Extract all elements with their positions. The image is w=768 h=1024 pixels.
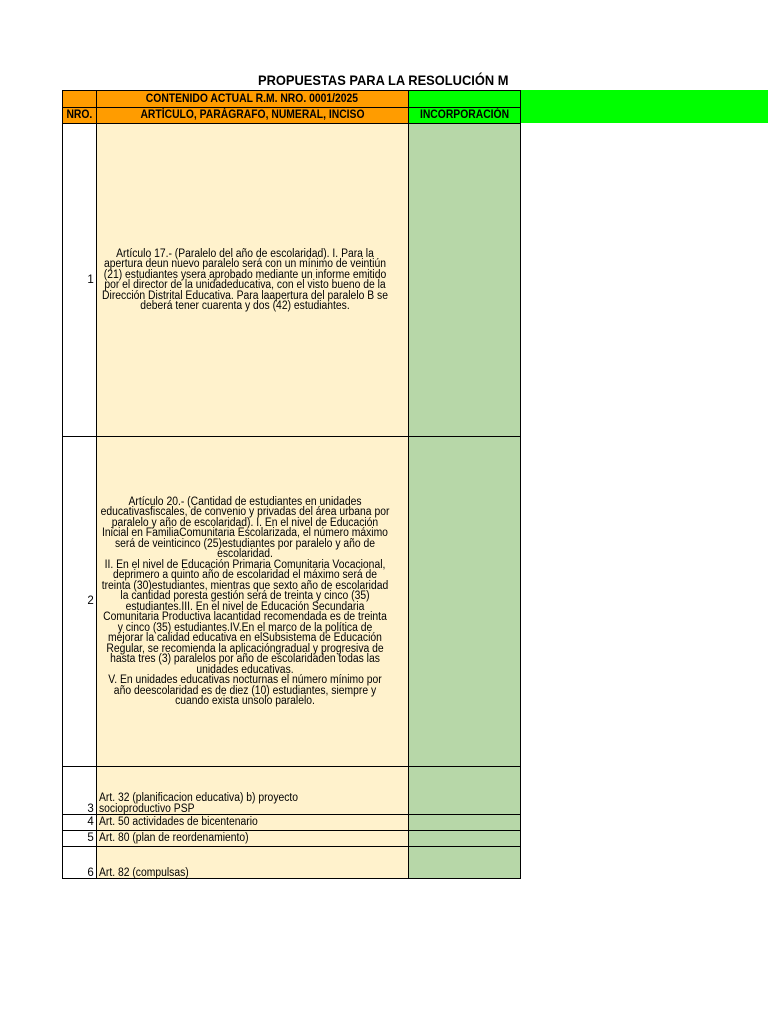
- row-number: 2: [63, 437, 97, 767]
- row-number: 6: [63, 847, 97, 879]
- article-text: Artículo 17.- (Paralelo del año de escolaridad). I. Para la apertura deun nuevo paralelo será con un mínimo de veintiún (21) estudiantes ysera aprobado mediante un informe emitido por el director de la unidadeducativa, con el visto bueno de la Dirección Distrital Educativa. Para laapertura del paralelo B se deberá tener cuarenta y dos (42) estudiantes.: [96, 124, 408, 437]
- row-number: 4: [63, 815, 97, 831]
- incorporacion-cell[interactable]: [408, 831, 520, 847]
- row-number: 1: [63, 124, 97, 437]
- header-row-1: [63, 91, 521, 108]
- incorporacion-cell[interactable]: [408, 767, 520, 815]
- nro-header: NRO.: [63, 108, 97, 124]
- proposals-table: [62, 90, 521, 879]
- article-text: Artículo 20.- (Cantidad de estudiantes en unidades educativasfiscales, de convenio y privadas del área urbana por paralelo y año de escolaridad). I. En el nivel de Educación Inicial en FamiliaComunitaria Escolarizada, el número máximo será de veinticinco (25)estudiantes por paralelo y año de escolaridad. II. En el nivel de Educación Primaria Comunitaria Vocacional, deprimero a quinto año de escolaridad el máximo será de treinta (30)estudiantes, mientras que sexto año de escolaridad la cantidad poresta gestión será de treinta y cinco (35) estudiantes.III. En el nivel de Educación Secundaria Comunitaria Productiva lacantidad recomendada es de treinta y cinco (35) estudiantes.IV.En el marco de la política de mejorar la calidad educativa en elSubsistema de Educación Regular, se recomienda la aplicacióngradual y progresiva de hasta tres (3) paralelos por año de escolaridaden todas las unidades educativas. V. En unidades educativas nocturnas el número mínimo por año deescolaridad es de diez (10) estudiantes, siempre y cuando exista unsolo paralelo.: [96, 437, 408, 767]
- article-text: Art. 80 (plan de reordenamiento): [96, 831, 408, 847]
- row-number: 3: [63, 767, 97, 815]
- header-row-2: [63, 108, 521, 124]
- table-row: [63, 767, 521, 815]
- page-title: PROPUESTAS PARA LA RESOLUCIÓN M: [258, 72, 509, 88]
- article-text: Art. 32 (planificacion educativa) b) proyecto socioproductivo PSP: [96, 767, 408, 815]
- incorporacion-cell[interactable]: [408, 815, 520, 831]
- table-row: [63, 847, 521, 879]
- incorporacion-cell[interactable]: [408, 437, 520, 767]
- incorporacion-cell[interactable]: [408, 847, 520, 879]
- incorporacion-top-cell: [408, 91, 520, 108]
- content-title-header: CONTENIDO ACTUAL R.M. NRO. 0001/2025: [96, 91, 408, 108]
- header-blank-cell: [63, 91, 97, 108]
- incorporacion-cell[interactable]: [408, 124, 520, 437]
- article-text: Art. 82 (compulsas): [96, 847, 408, 879]
- table-row: [63, 124, 521, 437]
- table-row: [63, 815, 521, 831]
- article-text: Art. 50 actividades de bicentenario: [96, 815, 408, 831]
- table-row: [63, 831, 521, 847]
- table-row: [63, 437, 521, 767]
- articulo-header: ARTÍCULO, PARÁGRAFO, NUMERAL, INCISO: [96, 108, 408, 124]
- incorporacion-header: INCORPORACIÓN: [408, 108, 520, 124]
- row-number: 5: [63, 831, 97, 847]
